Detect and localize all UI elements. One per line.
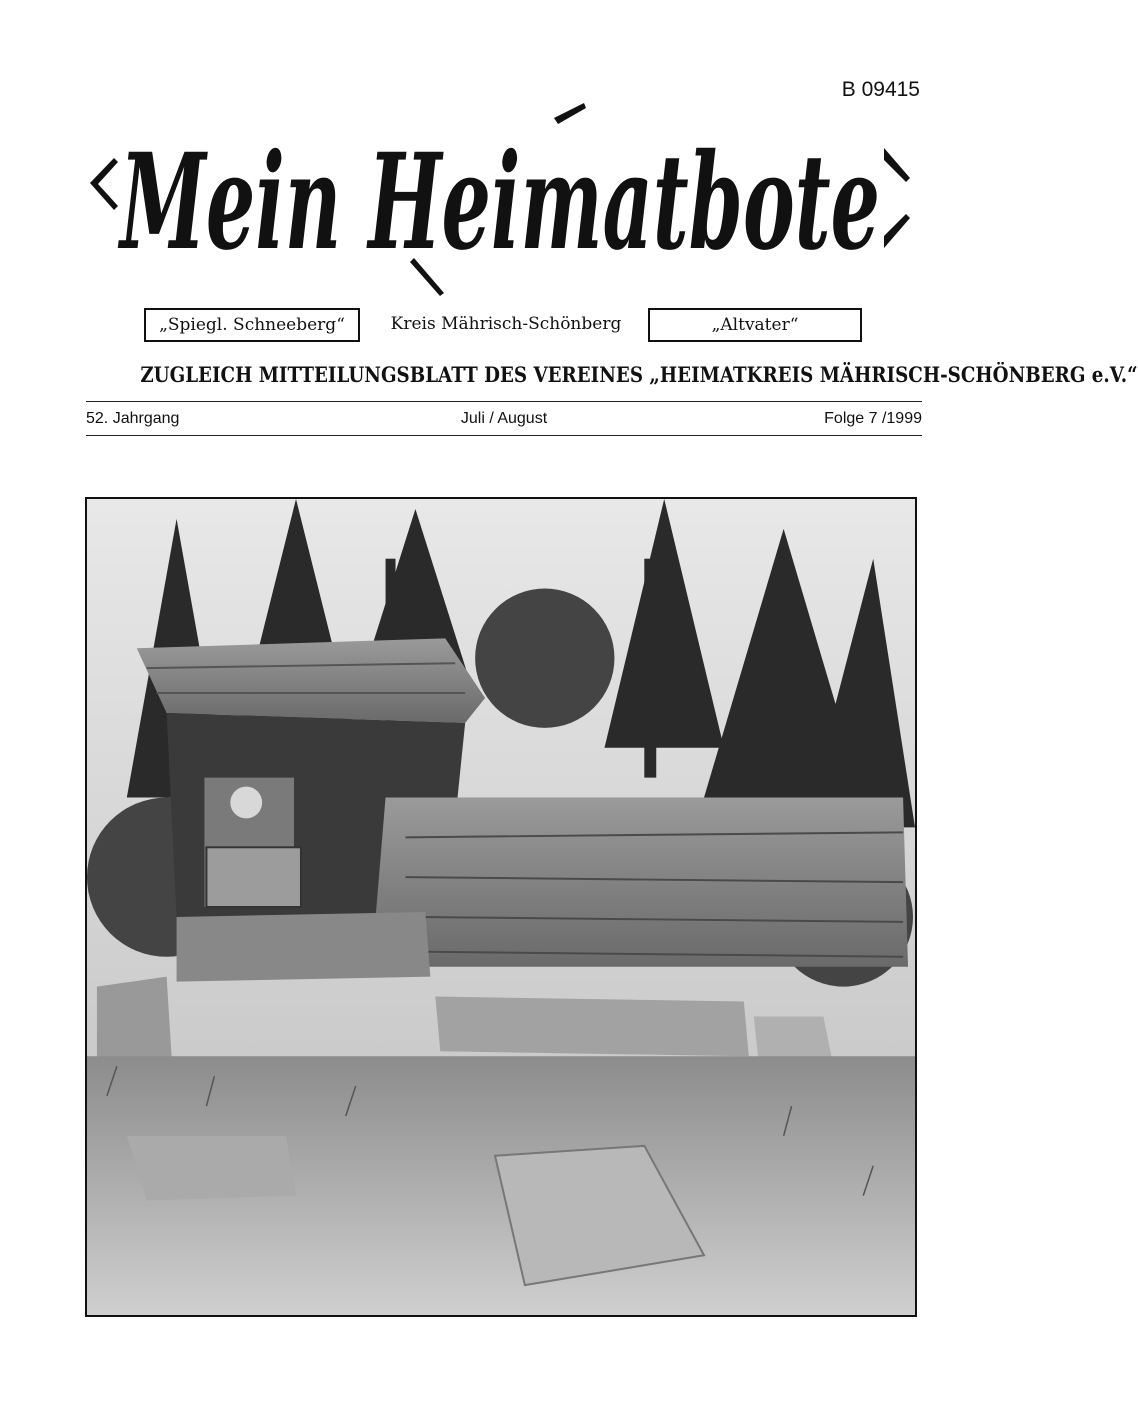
divider-top: [86, 401, 922, 402]
region-left-box: „Spiegl. Schneeberg“: [144, 308, 360, 342]
photo-rock-memorial-icon: [87, 499, 915, 1315]
divider-bottom: [86, 435, 922, 436]
region-right-box: „Altvater“: [648, 308, 862, 342]
issue-number: Folge 7 /1999: [824, 410, 922, 427]
publication-id-code: B 09415: [841, 78, 920, 101]
subtitle: ZUGLEICH MITTEILUNGSBLATT DES VEREINES „HEIMATKREIS MÄHRISCH-SCHÖNBERG e.V.“: [140, 362, 1138, 387]
region-middle-label: Kreis Mährisch-Schönberg: [390, 314, 622, 334]
region-bar: [0, 308, 1000, 346]
cover-photo: [85, 497, 917, 1317]
issue-line: [86, 410, 922, 432]
issue-volume: 52. Jahrgang: [86, 410, 180, 427]
masthead: [84, 98, 916, 298]
issue-date: Juli / August: [460, 410, 548, 427]
masthead-blackletter-logo: [84, 98, 916, 298]
masthead-title: Mein Heimatbote: [117, 125, 880, 280]
